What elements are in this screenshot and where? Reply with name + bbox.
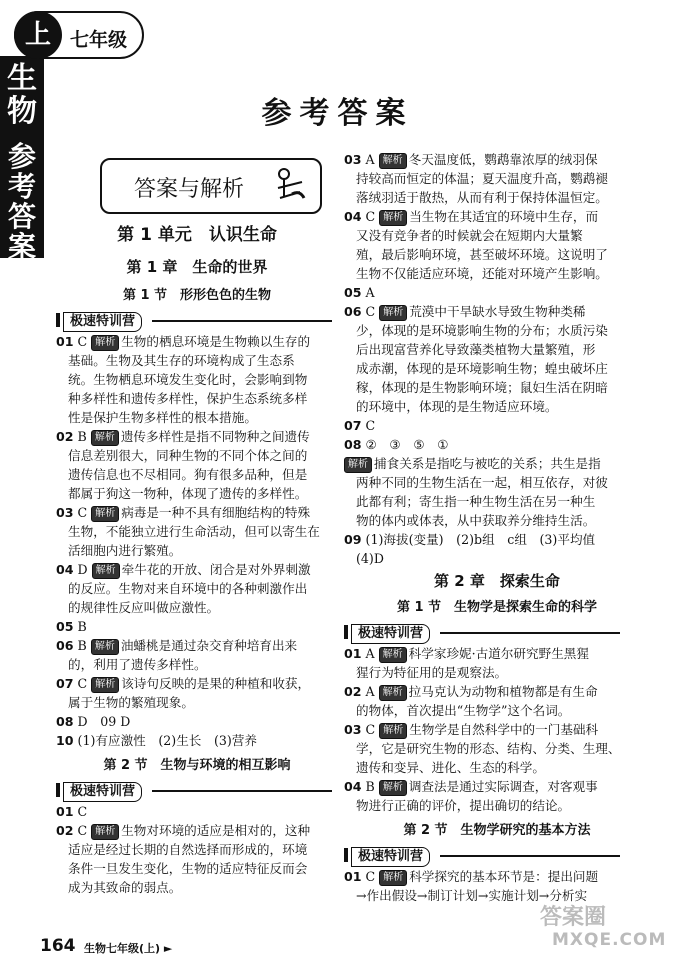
answer-text: 的反应。生物对来自环境中的各种刺激作出: [68, 581, 308, 596]
answer-text: 条件一旦发生变化，生物的适应特征反而会: [68, 861, 308, 876]
answer-choice: D 09 D: [77, 714, 131, 729]
clip-icon: [272, 164, 306, 204]
answer-line: [356, 511, 595, 530]
answer-choice: ② ③ ⑤ ①: [365, 437, 449, 452]
answer-line: [68, 693, 194, 712]
banner-bar: [344, 625, 348, 639]
answer-text: 物的体内或体表，从中获取养分维持生活。: [356, 513, 596, 528]
answer-text: 此都有利；寄生指一种生物生活在另一种生: [356, 494, 596, 509]
answer-line: [344, 454, 601, 473]
answer-line: [356, 321, 608, 340]
answer-line: [56, 332, 310, 351]
drill-banner: [344, 624, 430, 642]
badge-grade: 七年级: [70, 29, 128, 51]
answer-text: 两种不同的生物生活在一起，相互依存，对彼: [356, 475, 608, 490]
answer-choice: C: [365, 209, 376, 224]
question-number: 10: [56, 733, 74, 748]
analysis-tag: 解析: [91, 506, 119, 522]
analysis-tag: 解析: [91, 430, 119, 446]
answer-choice: D: [77, 562, 88, 577]
chapter-heading: 第 2 章 探索生命: [434, 572, 560, 590]
answer-line: [356, 758, 545, 777]
answer-line: [68, 484, 307, 503]
answer-text: 的，利用了遗传多样性。: [68, 657, 207, 672]
answer-text: 猩行为特征用的是观察法。: [356, 665, 508, 680]
question-number: 04: [56, 562, 74, 577]
question-number: 02: [344, 684, 362, 699]
answer-line: [356, 226, 583, 245]
answer-text: 物进行正确的评价，提出确切的结论。: [356, 798, 571, 813]
analysis-tag: 解析: [379, 685, 407, 701]
answer-choice: C: [77, 676, 88, 691]
answer-choice: A: [365, 646, 375, 661]
answer-line: [356, 473, 608, 492]
answer-line: [68, 541, 181, 560]
answer-choice: (1)海拔(变量) (2)b组 c组 (3)平均值: [365, 532, 596, 547]
answer-line: [68, 389, 307, 408]
answer-choice: (1)有应激性 (2)生长 (3)营养: [77, 733, 258, 748]
answer-text: 牵牛花的开放、闭合是对外界刺激: [121, 562, 311, 577]
answer-text: 的规律性反应叫做应激性。: [68, 600, 220, 615]
answer-text: →作出假设→制订计划→实施计划→分析实: [356, 888, 588, 903]
answer-text: 活细胞内进行繁殖。: [68, 543, 182, 558]
answer-line: [56, 712, 130, 731]
answer-text: 都属于狗这一物种，体现了遗传的多样性。: [68, 486, 308, 501]
banner-rule: [440, 632, 620, 634]
answer-text: 生物，不能独立进行生命活动，但可以寄生在: [68, 524, 320, 539]
answer-text: 后出现富营养化导致藻类植物大量繁殖，形: [356, 342, 596, 357]
question-number: 01: [344, 646, 362, 661]
answer-text: 遗传信息也不尽相同。狗有很多品种，但是: [68, 467, 308, 482]
question-number: 03: [344, 722, 362, 737]
analysis-tag: 解析: [379, 305, 407, 321]
banner-label: 极速特训营: [63, 782, 142, 802]
answer-text: 病毒是一种不具有细胞结构的特殊: [121, 505, 311, 520]
question-number: 04: [344, 209, 362, 224]
answer-line: [356, 397, 558, 416]
left-column: [56, 224, 338, 924]
question-number: 05: [56, 619, 74, 634]
answer-line: [56, 617, 87, 636]
question-number: 06: [56, 638, 74, 653]
section-heading: 第 2 节 生物与环境的相互影响: [103, 758, 291, 773]
question-number: 01: [344, 869, 362, 884]
question-number: 09: [344, 532, 362, 547]
question-number: 02: [56, 823, 74, 838]
answer-text: 统。生物栖息环境发生变化时，会影响到物: [68, 372, 308, 387]
answer-line: [344, 435, 449, 454]
answer-line: [68, 522, 320, 541]
answer-line: [56, 560, 311, 579]
answer-line: [356, 188, 608, 207]
analysis-tag: 解析: [91, 824, 119, 840]
drill-banner: [344, 847, 430, 865]
answer-line: [356, 245, 608, 264]
answer-line: [68, 878, 181, 897]
answer-text: 生物对环境的适应是相对的，这种: [121, 823, 311, 838]
banner-rule: [152, 320, 332, 322]
answer-line: [56, 802, 87, 821]
answer-line: [356, 264, 608, 283]
answer-text: 适应是经过长期的自然选择而形成的，环境: [68, 842, 308, 857]
answer-line: [56, 674, 310, 693]
side-ref-1: 参: [7, 140, 36, 173]
answer-text: 当生物在其适宜的环境中生存，而: [409, 209, 599, 224]
answer-line: [344, 283, 375, 302]
side-subject-1: 生: [7, 61, 37, 96]
chapter-heading: 第 1 章 生命的世界: [126, 258, 268, 276]
answer-text: 性是保护生物多样性的根本措施。: [68, 410, 257, 425]
answer-line: [344, 530, 595, 549]
answer-choice: C: [365, 869, 376, 884]
answer-line: [56, 731, 257, 750]
answer-text: 成为其致命的弱点。: [68, 880, 182, 895]
answer-line: [344, 150, 598, 169]
answer-line: [344, 777, 598, 796]
question-number: 03: [56, 505, 74, 520]
answer-choice: A: [365, 684, 375, 699]
answer-text: 学，它是研究生物的形态、结构、分类、生理、: [356, 741, 621, 756]
banner-label: 极速特训营: [351, 847, 430, 867]
book-tag: 生物七年级(上) ►: [84, 942, 173, 955]
banner-label: 极速特训营: [351, 624, 430, 644]
answer-line: [356, 169, 608, 188]
side-ref-4: 案: [7, 230, 36, 263]
question-number: 07: [56, 676, 74, 691]
answer-line: [56, 821, 310, 840]
answer-line: [68, 370, 307, 389]
answer-text: 冬天温度低，鹦鹉靠浓厚的绒羽保: [408, 152, 598, 167]
analysis-tag: 解析: [379, 647, 407, 663]
answer-line: [56, 636, 297, 655]
answer-choice: B: [77, 638, 87, 653]
page-title: 参考答案: [261, 96, 414, 131]
answer-line: [68, 840, 307, 859]
side-ref-2: 考: [7, 170, 36, 203]
watermark-logo: 答案圈: [540, 905, 607, 930]
answer-line: [356, 378, 608, 397]
answer-line: [356, 701, 570, 720]
answer-text: 捕食关系是指吃与被吃的关系；共生是指: [374, 456, 601, 471]
answer-line: [68, 408, 257, 427]
answer-choice: B: [365, 779, 375, 794]
question-number: 05: [344, 285, 362, 300]
answer-section-box: [100, 158, 322, 214]
banner-bar: [56, 313, 60, 327]
watermark-url: MXQE.COM: [552, 930, 667, 950]
answer-section-title: 答案与解析: [134, 177, 245, 202]
answer-line: [344, 302, 586, 321]
answer-line: [68, 598, 219, 617]
answer-text: 又没有竞争者的时候就会在短期内大量繁: [356, 228, 583, 243]
answer-line: [344, 682, 598, 701]
section-heading: 第 1 节 生物学是探索生命的科学: [396, 600, 598, 615]
unit-heading: 第 1 单元 认识生命: [117, 225, 277, 245]
answer-text: 落绒羽适于散热，从而有利于保持体温恒定。: [356, 190, 608, 205]
grade-badge: [14, 11, 144, 59]
answer-text: 科学家珍妮·古道尔研究野生黑猩: [408, 646, 589, 661]
question-number: 01: [56, 334, 74, 349]
analysis-tag: 解析: [92, 563, 120, 579]
answer-choice: C: [77, 505, 88, 520]
answer-text: 油蟠桃是通过杂交育种培育出来: [120, 638, 298, 653]
answer-choice: B: [77, 429, 87, 444]
analysis-tag: 解析: [91, 677, 119, 693]
answer-line: [344, 207, 598, 226]
answer-line: [56, 503, 310, 522]
answer-text: 殖，最后影响环境，甚至破坏环境。这说明了: [356, 247, 608, 262]
answer-line: [344, 867, 598, 886]
side-reference: [0, 142, 44, 262]
answer-text: 遗传多样性是指不同物种之间遗传: [120, 429, 310, 444]
answer-line: [68, 351, 295, 370]
answer-choice: A: [365, 152, 375, 167]
answer-choice: C: [365, 304, 376, 319]
answer-line: [356, 492, 595, 511]
answer-line: [344, 720, 598, 739]
banner-rule: [440, 855, 620, 857]
answer-text: 的物体，首次提出“生物学”这个名词。: [356, 703, 571, 718]
answer-text: 稼，体现的是生物影响环境；鼠妇生活在阴暗: [356, 380, 608, 395]
question-number: 08: [56, 714, 74, 729]
analysis-tag: 解析: [379, 210, 407, 226]
answer-choice: A: [365, 285, 375, 300]
answer-text: 生物学是自然科学中的一门基础科: [409, 722, 599, 737]
analysis-tag: 解析: [91, 639, 119, 655]
side-subject-2: 物: [7, 94, 37, 129]
answer-text: 信息差别很大，同种生物的不同个体之间的: [68, 448, 308, 463]
answer-text: (4)D: [356, 551, 384, 566]
answer-text: 的环境中，体现的是生物适应环境。: [356, 399, 558, 414]
right-column: [344, 150, 650, 910]
question-number: 07: [344, 418, 362, 433]
answer-line: [356, 549, 384, 568]
analysis-tag: 解析: [379, 780, 407, 796]
drill-banner: [56, 782, 142, 800]
page-number: 164: [40, 936, 76, 956]
analysis-tag: 解析: [379, 153, 407, 169]
answer-text: 少，体现的是环境影响生物的分布；水质污染: [356, 323, 608, 338]
question-number: 01: [56, 804, 74, 819]
question-number: 08: [344, 437, 362, 452]
answer-text: 基础。生物及其生存的环境构成了生态系: [68, 353, 295, 368]
answer-text: 成赤潮，体现的是环境影响生物；蝗虫破坏庄: [356, 361, 608, 376]
drill-banner: [56, 312, 142, 330]
answer-choice: C: [77, 804, 88, 819]
answer-text: 拉马克认为动物和植物都是有生命: [408, 684, 598, 699]
answer-line: [356, 796, 570, 815]
subject-side-tab: [0, 56, 44, 263]
answer-line: [356, 739, 620, 758]
question-number: 06: [344, 304, 362, 319]
section-heading: 第 1 节 形形色色的生物: [122, 288, 272, 303]
banner-rule: [152, 790, 332, 792]
answer-text: 持较高而恒定的体温；夏天温度升高，鹦鹉褪: [356, 171, 608, 186]
question-number: 03: [344, 152, 362, 167]
section-heading: 第 2 节 生物学研究的基本方法: [403, 823, 591, 838]
answer-text: 该诗句反映的是果的种植和收获，: [121, 676, 311, 691]
answer-line: [68, 465, 307, 484]
answer-choice: C: [365, 418, 376, 433]
answer-text: 生物的栖息环境是生物赖以生存的: [121, 334, 311, 349]
badge-circle: 上: [14, 11, 62, 59]
answer-line: [356, 359, 608, 378]
answer-choice: C: [365, 722, 376, 737]
answer-text: 种多样性和遗传多样性，保护生态系统多样: [68, 391, 308, 406]
banner-label: 极速特训营: [63, 312, 142, 332]
answer-line: [68, 655, 207, 674]
answer-text: 遗传和变异、进化、生态的科学。: [356, 760, 545, 775]
question-number: 04: [344, 779, 362, 794]
answer-choice: B: [77, 619, 87, 634]
analysis-tag: 解析: [344, 457, 372, 473]
answer-line: [344, 416, 375, 435]
analysis-tag: 解析: [379, 870, 407, 886]
answer-text: 调查法是通过实际调查，对客观事: [408, 779, 598, 794]
answer-text: 荒漠中干旱缺水导致生物种类稀: [409, 304, 586, 319]
question-number: 02: [56, 429, 74, 444]
answer-line: [68, 446, 307, 465]
answer-line: [356, 340, 595, 359]
answer-text: 科学探究的基本环节是：提出问题: [409, 869, 599, 884]
answer-text: 生物不仅能适应环境，还能对环境产生影响。: [356, 266, 608, 281]
answer-choice: C: [77, 823, 88, 838]
analysis-tag: 解析: [379, 723, 407, 739]
side-ref-3: 答: [7, 200, 36, 233]
answer-line: [68, 579, 307, 598]
banner-bar: [344, 848, 348, 862]
answer-line: [344, 644, 589, 663]
analysis-tag: 解析: [91, 335, 119, 351]
answer-line: [68, 859, 307, 878]
answer-line: [356, 663, 507, 682]
answer-text: 属于生物的繁殖现象。: [68, 695, 194, 710]
answer-line: [56, 427, 310, 446]
answer-choice: C: [77, 334, 88, 349]
banner-bar: [56, 783, 60, 797]
